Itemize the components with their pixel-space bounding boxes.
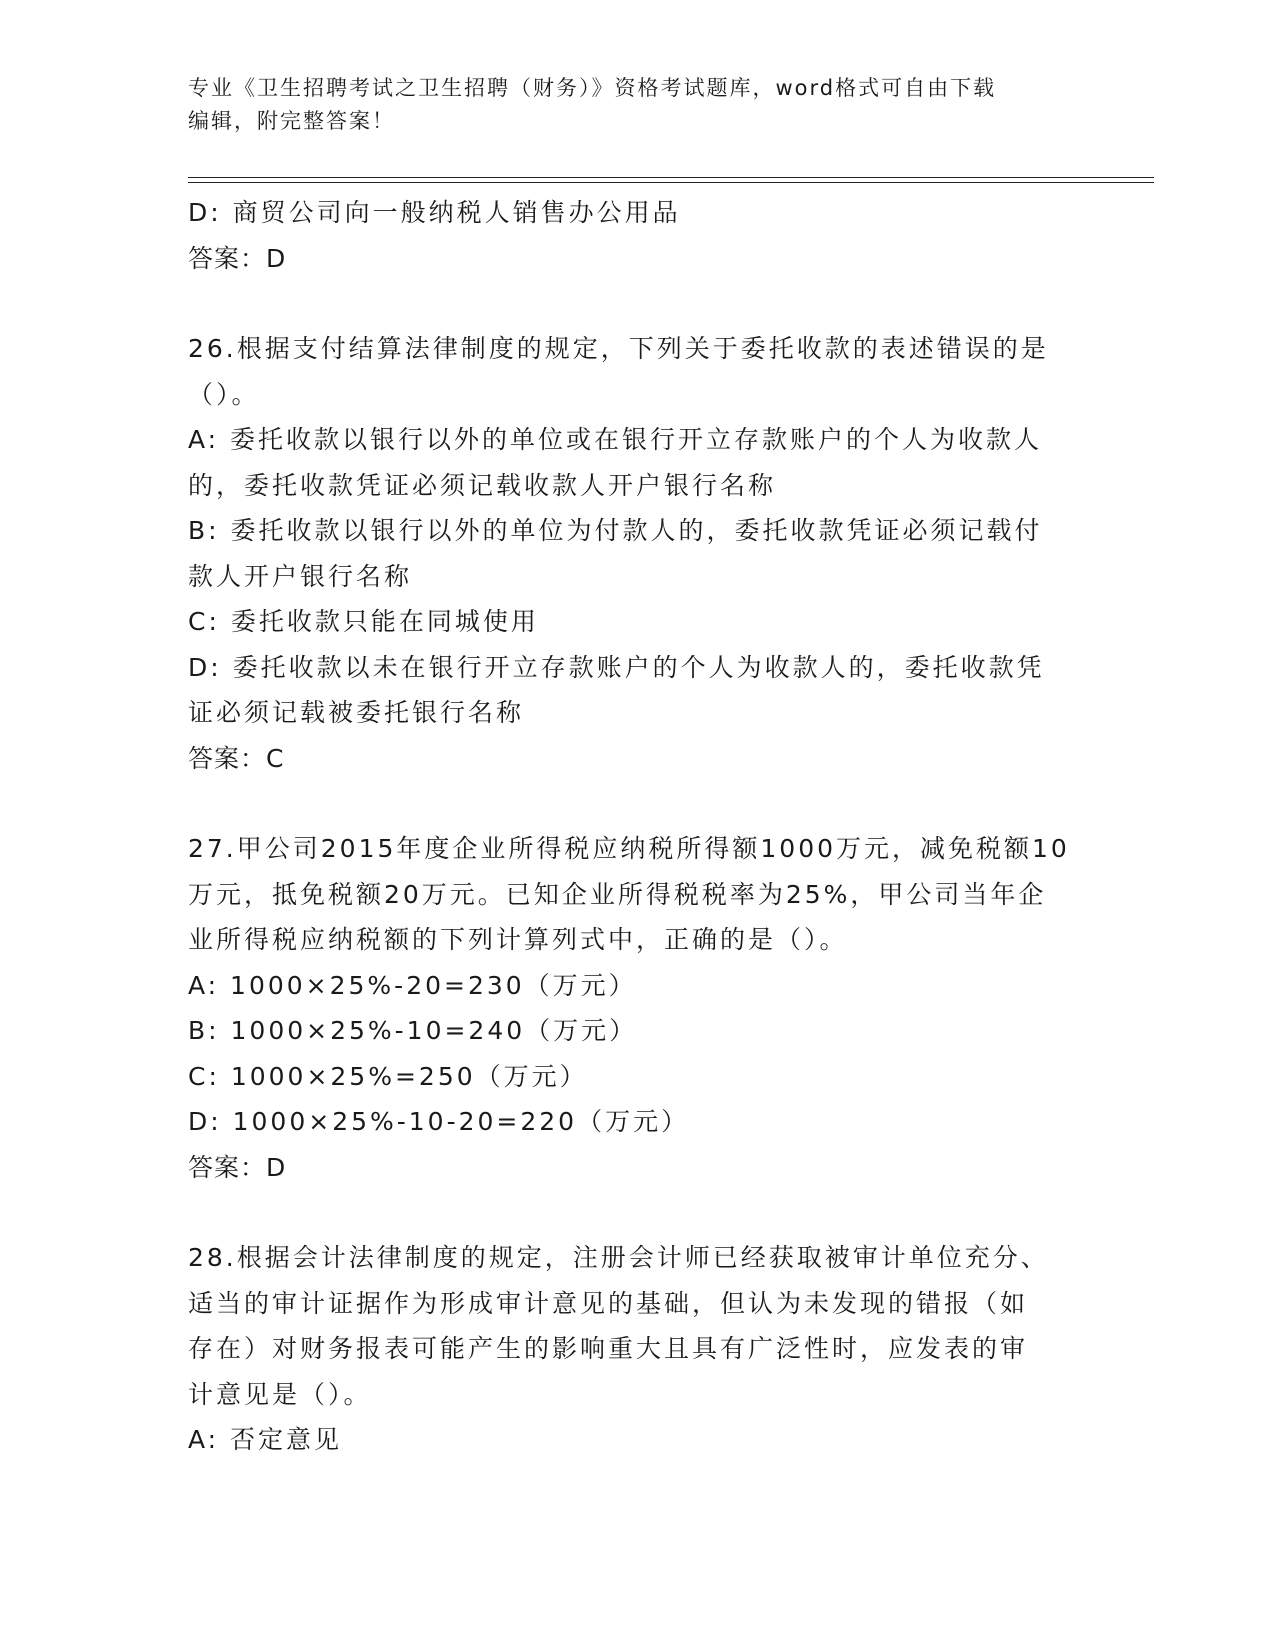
q28-stem-line-4: 计意见是（）。 bbox=[188, 1379, 372, 1409]
q28-stem-line-1: 28.根据会计法律制度的规定，注册会计师已经获取被审计单位充分、 bbox=[188, 1243, 1049, 1272]
question-content bbox=[188, 190, 1088, 1463]
q26-option-d-line-2: 证必须记载被委托银行名称 bbox=[188, 698, 525, 727]
header-divider-bottom bbox=[188, 182, 1154, 183]
q26-option-a-line-2: 的，委托收款凭证必须记载收款人开户银行名称 bbox=[188, 470, 777, 500]
q27-option-c: C: 1000×25%=250（万元） bbox=[188, 1061, 588, 1091]
q27-stem-line-1: 27.甲公司2015年度企业所得税应纳税所得额1000万元，减免税额10 bbox=[188, 834, 1070, 863]
q28-stem-line-2: 适当的审计证据作为形成审计意见的基础，但认为未发现的错报（如 bbox=[188, 1288, 1029, 1318]
q26-option-c: C: 委托收款只能在同城使用 bbox=[188, 607, 539, 636]
q26-option-b-line-1: B: 委托收款以银行以外的单位为付款人的，委托收款凭证必须记载付 bbox=[188, 516, 1043, 545]
q26-stem-line-1: 26.根据支付结算法律制度的规定，下列关于委托收款的表述错误的是 bbox=[188, 334, 1049, 363]
question-28 bbox=[188, 1235, 1088, 1463]
q27-stem-line-3: 业所得税应纳税额的下列计算列式中，正确的是（）。 bbox=[188, 925, 848, 954]
page-header bbox=[188, 72, 1068, 138]
q27-stem-line-2: 万元，抵免税额20万元。已知企业所得税税率为25%，甲公司当年企 bbox=[188, 879, 1047, 909]
q27-answer: 答案：D bbox=[188, 1152, 287, 1182]
q27-option-d: D: 1000×25%-10-20=220（万元） bbox=[188, 1107, 690, 1136]
q25-option-d: D: 商贸公司向一般纳税人销售办公用品 bbox=[188, 198, 681, 227]
spacer bbox=[188, 781, 1088, 826]
header-divider-top bbox=[188, 177, 1154, 178]
spacer bbox=[188, 1190, 1088, 1235]
q26-stem-line-2: （）。 bbox=[188, 379, 260, 409]
q28-stem-line-3: 存在）对财务报表可能产生的影响重大且具有广泛性时，应发表的审 bbox=[188, 1334, 1029, 1363]
header-line-1: 专业《卫生招聘考试之卫生招聘（财务）》资格考试题库，word格式可自由下载 bbox=[188, 76, 997, 100]
q26-option-a-line-1: A: 委托收款以银行以外的单位或在银行开立存款账户的个人为收款人 bbox=[188, 425, 1043, 454]
question-27 bbox=[188, 826, 1088, 1190]
header-line-2: 编辑，附完整答案！ bbox=[188, 109, 395, 133]
spacer bbox=[188, 281, 1088, 326]
question-25-tail bbox=[188, 190, 1088, 281]
q28-option-a: A: 否定意见 bbox=[188, 1425, 343, 1454]
q27-option-b: B: 1000×25%-10=240（万元） bbox=[188, 1016, 638, 1045]
q26-option-b-line-2: 款人开户银行名称 bbox=[188, 561, 413, 591]
q26-option-d-line-1: D: 委托收款以未在银行开立存款账户的个人为收款人的，委托收款凭 bbox=[188, 652, 1045, 682]
q26-answer: 答案：C bbox=[188, 743, 285, 773]
question-26 bbox=[188, 326, 1088, 781]
q25-answer: 答案：D bbox=[188, 243, 287, 273]
q27-option-a: A: 1000×25%-20=230（万元） bbox=[188, 970, 637, 1000]
